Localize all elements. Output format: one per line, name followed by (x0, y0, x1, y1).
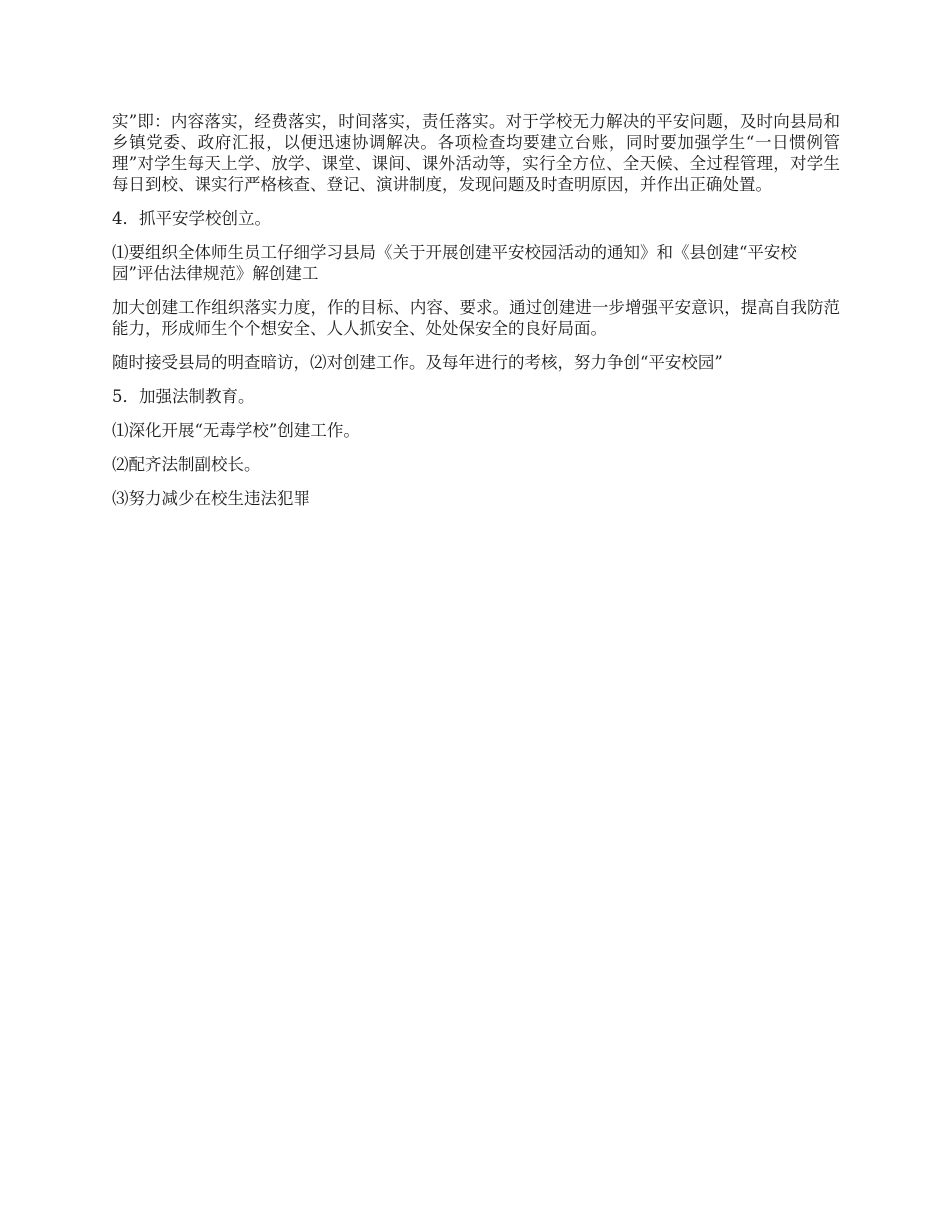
paragraph-safety-implementation: 实”即：内容落实，经费落实，时间落实，责任落实。对于学校无力解决的平安问题，及时向县局和乡镇党委、政府汇报，以便迅速协调解决。各项检查均要建立台账，同时要加强学生“一日惯例管理”对学生每天上学、放学、课堂、课间、课外活动等，实行全方位、全天候、全过程管理，对学生每日到校、课实行严格核查、登记、演讲制度，发现问题及时查明原因，并作出正确处置。 (112, 112, 840, 194)
paragraph-creation-work: 加大创建工作组织落实力度，作的目标、内容、要求。通过创建进一步增强平安意识，提高自我防范能力，形成师生个个想安全、人人抓安全、处处保安全的良好局面。 (112, 298, 840, 338)
heading-item-5: 5．加强法制教育。 (112, 387, 255, 406)
paragraph-inspection: 随时接受县局的明查暗访，⑵对创建工作。及每年进行的考核，努力争创“平安校园” (112, 353, 723, 372)
list-item-reduce-crime: ⑶努力减少在校生违法犯罪 (112, 489, 310, 508)
heading-item-4: 4．抓平安学校创立。 (112, 209, 271, 228)
paragraph-study-notice: ⑴要组织全体师生员工仔细学习县局《关于开展创建平安校园活动的通知》和《县创建“平安校园”评估法律规范》解创建工 (112, 243, 797, 283)
list-item-legal-vice-principal: ⑵配齐法制副校长。 (112, 455, 261, 474)
list-item-drug-free: ⑴深化开展“无毒学校”创建工作。 (112, 421, 360, 440)
document-page (112, 111, 840, 522)
